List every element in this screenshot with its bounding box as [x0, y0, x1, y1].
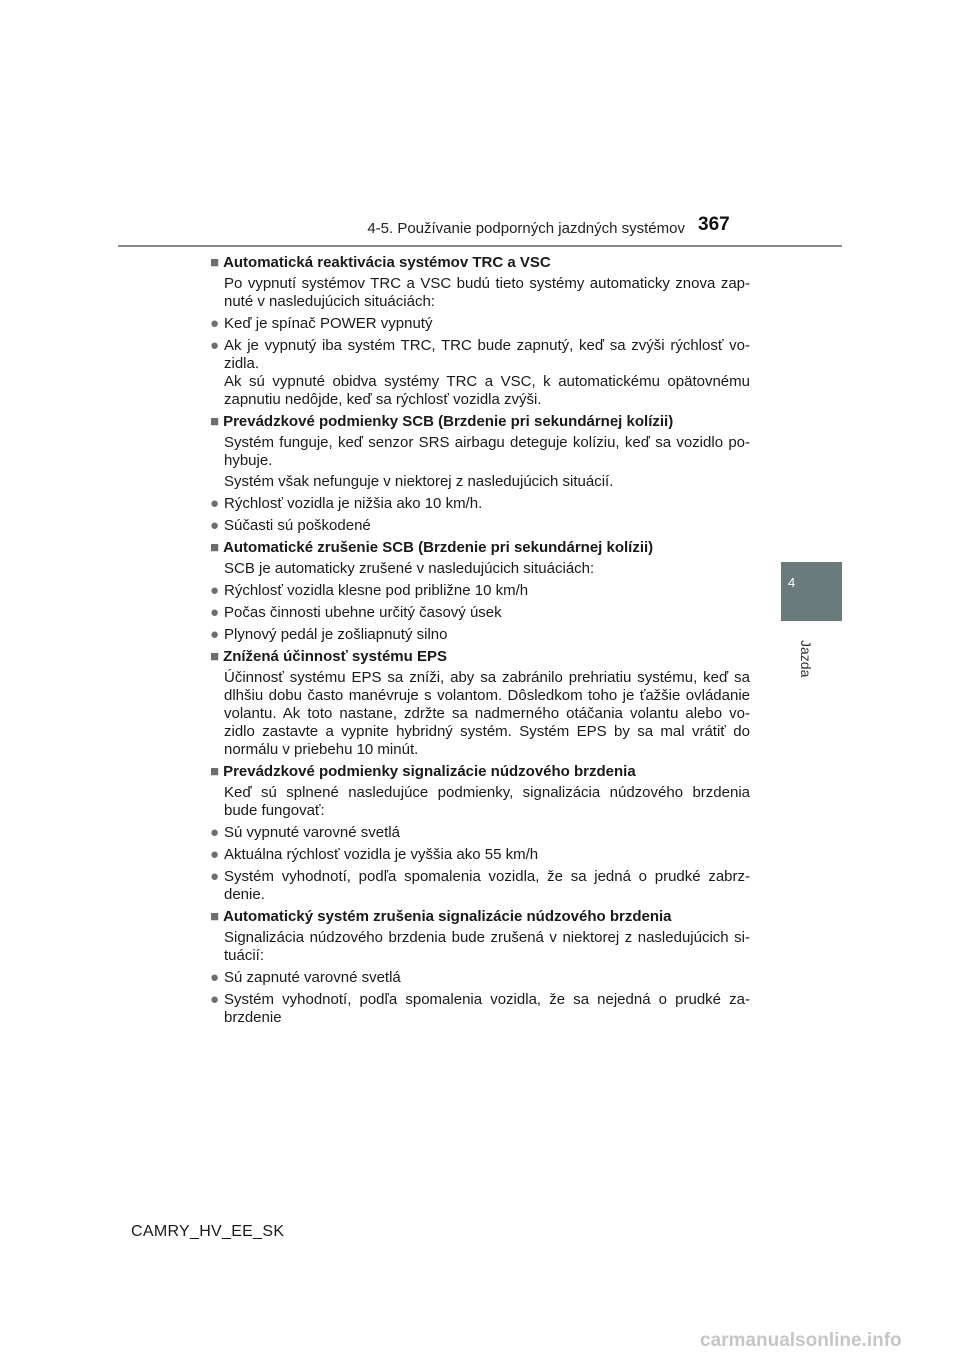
list-item-line: Počas činnosti ubehne určitý časový úsek — [224, 604, 502, 621]
list-item — [210, 315, 750, 333]
list-item — [210, 969, 750, 987]
list-item-text — [224, 991, 750, 1027]
bullet-list — [210, 315, 750, 409]
circle-bullet-icon: ● — [210, 582, 220, 599]
circle-bullet-icon: ● — [210, 517, 220, 534]
side-tab — [781, 562, 842, 621]
circle-bullet-icon: ● — [210, 626, 220, 643]
section-title — [210, 648, 750, 666]
list-item-line: Sú zapnuté varovné svetlá — [224, 969, 401, 986]
list-item — [210, 582, 750, 600]
list-item — [210, 517, 750, 535]
list-item-line: Systém vyhodnotí, podľa spomalenia vozidla, že sa jedná o prudké zabrz-denie. — [224, 868, 750, 903]
square-bullet-icon: ■ — [210, 539, 220, 556]
section-title — [210, 413, 750, 431]
list-item — [210, 868, 750, 904]
section-title-text: Automatická reaktivácia systémov TRC a VSC — [223, 254, 551, 271]
section-title — [210, 763, 750, 781]
list-item-line: Ak sú vypnuté obidva systémy TRC a VSC, k automatickému opätovnému zapnutiu nedôjde, keď sa rýchlosť vozidla zvýši. — [224, 373, 750, 408]
section-title — [210, 539, 750, 557]
list-item-text — [224, 824, 750, 842]
square-bullet-icon: ■ — [210, 413, 220, 430]
footer-code: CAMRY_HV_EE_SK — [131, 1223, 285, 1240]
bullet-list — [210, 582, 750, 644]
paragraph: SCB je automaticky zrušené v nasledujúcich situáciách: — [224, 560, 595, 577]
list-item-text — [224, 315, 750, 333]
section — [210, 254, 750, 409]
paragraph: Signalizácia núdzového brzdenia bude zrušená v niektorej z nasledujúcich si-tuácií: — [224, 929, 750, 964]
page-content — [210, 254, 750, 1031]
list-item-text — [224, 604, 750, 622]
paragraph: Účinnosť systému EPS sa zníži, aby sa zabránilo prehriatiu systému, keď sa dlhšiu dobu často manévruje s volantom. Dôsledkom toho je ťažšie ovládanie volantu. Ak toto nastane, zdržte sa nadmerného otáčania volantu alebo vo-zidlo zastavte a vypnite hybridný systém. Systém EPS by sa mal vrátiť do normálu v priebehu 10 minút. — [224, 669, 750, 758]
list-item-line: Sú vypnuté varovné svetlá — [224, 824, 400, 841]
list-item — [210, 824, 750, 842]
square-bullet-icon: ■ — [210, 648, 220, 665]
list-item-text — [224, 626, 750, 644]
circle-bullet-icon: ● — [210, 315, 220, 332]
circle-bullet-icon: ● — [210, 824, 220, 841]
list-item-text — [224, 582, 750, 600]
bullet-list — [210, 495, 750, 535]
list-item-line: Ak je vypnutý iba systém TRC, TRC bude zapnutý, keď sa zvýši rýchlosť vo-zidla. — [224, 337, 750, 372]
square-bullet-icon: ■ — [210, 254, 220, 271]
header-rule — [118, 245, 842, 247]
list-item-line: Plynový pedál je zošliapnutý silno — [224, 626, 448, 643]
list-item — [210, 337, 750, 409]
list-item — [210, 846, 750, 864]
square-bullet-icon: ■ — [210, 908, 220, 925]
side-tab-label: Jazda — [798, 640, 814, 678]
circle-bullet-icon: ● — [210, 337, 220, 354]
list-item — [210, 604, 750, 622]
list-item-text — [224, 517, 750, 535]
circle-bullet-icon: ● — [210, 991, 220, 1008]
section-title — [210, 254, 750, 272]
section-title — [210, 908, 750, 926]
circle-bullet-icon: ● — [210, 969, 220, 986]
list-item-line: Aktuálna rýchlosť vozidla je vyššia ako 55 km/h — [224, 846, 539, 863]
section — [210, 908, 750, 1027]
circle-bullet-icon: ● — [210, 846, 220, 863]
list-item — [210, 626, 750, 644]
list-item-line: Rýchlosť vozidla klesne pod približne 10 km/h — [224, 582, 529, 599]
section — [210, 413, 750, 535]
side-tab-number: 4 — [788, 575, 796, 590]
list-item — [210, 991, 750, 1027]
section-title-text: Automatické zrušenie SCB (Brzdenie pri sekundárnej kolízii) — [223, 539, 654, 556]
circle-bullet-icon: ● — [210, 868, 220, 885]
watermark: carmanualsonline.info — [700, 1330, 902, 1351]
chapter-title: 4-5. Používanie podporných jazdných systémov — [367, 220, 685, 237]
list-item-line: Keď je spínač POWER vypnutý — [224, 315, 433, 332]
page-number: 367 — [698, 214, 730, 235]
list-item-text — [224, 846, 750, 864]
section — [210, 539, 750, 644]
section-title-text: Automatický systém zrušenia signalizácie núdzového brzdenia — [223, 908, 672, 925]
section-title-text: Prevádzkové podmienky SCB (Brzdenie pri sekundárnej kolízii) — [223, 413, 674, 430]
list-item-line: Rýchlosť vozidla je nižšia ako 10 km/h. — [224, 495, 483, 512]
paragraph: Systém funguje, keď senzor SRS airbagu deteguje kolíziu, keď sa vozidlo po-hybuje. — [224, 434, 750, 469]
bullet-list — [210, 824, 750, 904]
paragraph: Systém však nefunguje v niektorej z nasledujúcich situácií. — [224, 473, 614, 490]
list-item — [210, 495, 750, 513]
bullet-list — [210, 969, 750, 1027]
square-bullet-icon: ■ — [210, 763, 220, 780]
list-item-line: Súčasti sú poškodené — [224, 517, 371, 534]
section — [210, 648, 750, 759]
section-title-text: Znížená účinnosť systému EPS — [223, 648, 447, 665]
paragraph: Keď sú splnené nasledujúce podmienky, signalizácia núdzového brzdenia bude fungovať: — [224, 784, 750, 819]
list-item-text — [224, 337, 750, 409]
section-title-text: Prevádzkové podmienky signalizácie núdzového brzdenia — [223, 763, 636, 780]
section — [210, 763, 750, 904]
list-item-text — [224, 969, 750, 987]
circle-bullet-icon: ● — [210, 604, 220, 621]
list-item-text — [224, 868, 750, 904]
circle-bullet-icon: ● — [210, 495, 220, 512]
list-item-text — [224, 495, 750, 513]
list-item-line: Systém vyhodnotí, podľa spomalenia vozidla, že sa nejedná o prudké za-brzdenie — [224, 991, 750, 1026]
paragraph: Po vypnutí systémov TRC a VSC budú tieto systémy automaticky znova zap-nuté v nasledujúcich situáciách: — [224, 275, 750, 310]
